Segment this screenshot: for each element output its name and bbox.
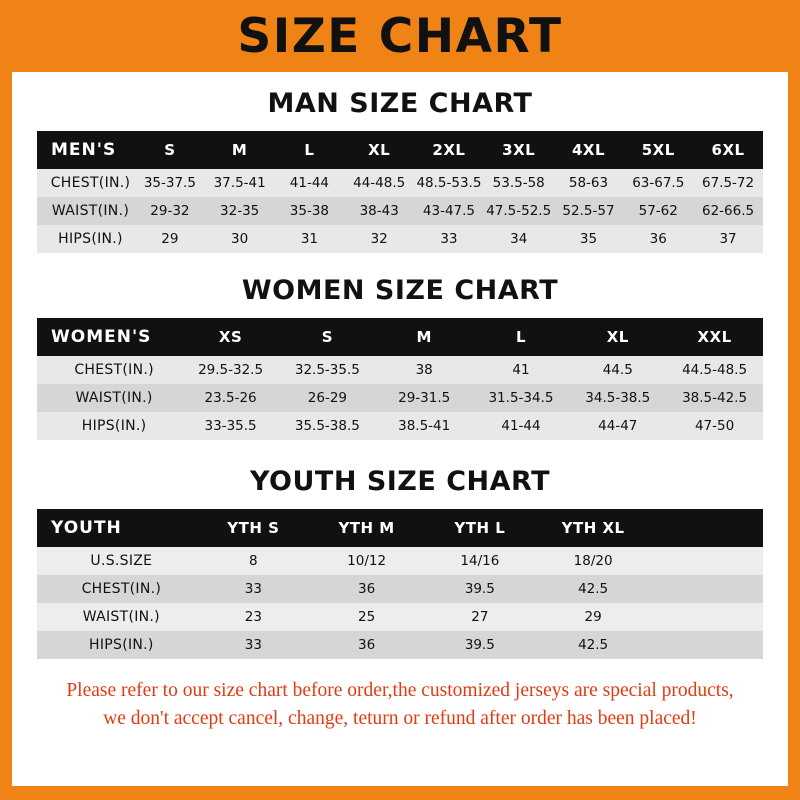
table-cell: 26-29: [307, 390, 347, 406]
table-cell: 32: [370, 231, 388, 247]
column-header: YOUTH: [51, 518, 122, 538]
table-cell: 43-47.5: [422, 203, 475, 219]
table-cell: 32-35: [220, 203, 260, 219]
table-cell: 39.5: [464, 581, 495, 597]
table-cell: 33: [244, 637, 262, 653]
table-cell-spacer: [650, 575, 763, 603]
column-header: XXL: [697, 328, 732, 346]
table-cell: 37: [719, 231, 737, 247]
row-label: CHEST(IN.): [81, 581, 162, 597]
column-header: M: [231, 141, 248, 159]
table-cell: 57-62: [638, 203, 678, 219]
table-row: [37, 197, 763, 225]
column-header: XS: [218, 328, 243, 346]
table-cell: 47-50: [694, 418, 735, 434]
table-cell: 31.5-34.5: [488, 390, 554, 406]
table-row: [37, 603, 763, 631]
column-header: YTH M: [338, 519, 395, 537]
table-cell: 27: [471, 609, 489, 625]
table-cell: 10/12: [347, 553, 387, 569]
youth-size-section: [12, 466, 788, 659]
youth-section-title: YOUTH SIZE CHART: [249, 466, 551, 497]
column-header: YTH S: [227, 519, 280, 537]
table-cell: 44.5-48.5: [682, 362, 748, 378]
row-label: U.S.SIZE: [90, 553, 153, 569]
table-cell: 38-43: [359, 203, 399, 219]
table-cell: 44-48.5: [353, 175, 406, 191]
table-cell: 44-47: [598, 418, 638, 434]
note-line-2: we don't accept cancel, change, teturn or refund after order has been placed!: [103, 708, 697, 730]
women-size-table: [37, 318, 763, 440]
table-cell: 47.5-52.5: [486, 203, 552, 219]
table-cell: 58-63: [568, 175, 609, 191]
table-cell: 33-35.5: [204, 418, 257, 434]
row-label: CHEST(IN.): [74, 362, 154, 378]
row-label: WAIST(IN.): [82, 609, 160, 625]
page-title: SIZE CHART: [237, 8, 563, 64]
man-size-table: [37, 131, 763, 253]
table-cell: 44.5: [602, 362, 633, 378]
row-label: CHEST(IN.): [50, 175, 131, 191]
column-header: 2XL: [432, 141, 466, 159]
table-cell: 42.5: [578, 637, 609, 653]
table-row: [37, 412, 763, 440]
column-header: WOMEN'S: [51, 327, 152, 347]
bottom-accent-bar: [0, 786, 800, 800]
column-header: S: [321, 328, 334, 346]
column-header: L: [515, 328, 526, 346]
table-cell: 29-31.5: [398, 390, 451, 406]
table-cell: 23.5-26: [204, 390, 257, 406]
table-cell: 37.5-41: [213, 175, 266, 191]
row-label: HIPS(IN.): [58, 231, 123, 247]
table-cell: 38: [415, 362, 433, 378]
table-cell: 25: [358, 609, 376, 625]
row-label: HIPS(IN.): [89, 637, 154, 653]
table-cell: 42.5: [578, 581, 609, 597]
table-cell: 23: [244, 609, 262, 625]
column-header: XL: [368, 141, 391, 159]
note-line-1: Please refer to our size chart before order,the customized jerseys are special products,: [66, 680, 734, 701]
table-row: [37, 575, 763, 603]
table-cell: 63-67.5: [632, 175, 685, 191]
column-header: 3XL: [502, 141, 536, 159]
table-cell-spacer: [650, 631, 763, 659]
table-row: [37, 225, 763, 253]
order-policy-note: [12, 677, 788, 734]
table-cell: 30: [231, 231, 249, 247]
column-header: 4XL: [571, 141, 605, 159]
column-header: L: [304, 141, 315, 159]
table-row: [37, 384, 763, 412]
table-cell: 33: [244, 581, 262, 597]
column-header: 5XL: [641, 141, 675, 159]
table-cell: 29.5-32.5: [198, 362, 264, 378]
table-cell: 33: [440, 231, 458, 247]
column-header: S: [164, 141, 176, 159]
table-cell: 35: [579, 231, 598, 247]
table-row: [37, 631, 763, 659]
man-size-section: [12, 88, 788, 253]
table-cell: 18/20: [573, 553, 613, 569]
table-cell: 38.5-41: [398, 418, 451, 434]
youth-size-table: [37, 509, 763, 659]
women-section-title: WOMEN SIZE CHART: [241, 275, 559, 306]
table-cell-spacer: [650, 603, 763, 631]
table-cell: 53.5-58: [492, 175, 545, 191]
table-cell: 35-38: [289, 203, 330, 219]
table-cell: 36: [358, 581, 376, 597]
table-cell: 41-44: [289, 175, 330, 191]
table-header-row: [37, 318, 763, 356]
row-label: WAIST(IN.): [75, 390, 153, 406]
table-cell: 41-44: [501, 418, 541, 434]
table-cell-spacer: [650, 547, 763, 575]
table-header-row: [37, 131, 763, 169]
table-cell: 39.5: [464, 637, 495, 653]
column-header: M: [416, 328, 432, 346]
table-cell: 36: [358, 637, 376, 653]
table-row: [37, 169, 763, 197]
table-cell: 67.5-72: [702, 175, 755, 191]
table-cell: 35-37.5: [143, 175, 196, 191]
table-cell: 29: [161, 231, 179, 247]
table-cell: 38.5-42.5: [682, 390, 748, 406]
table-cell: 8: [249, 553, 258, 569]
table-cell: 36: [649, 231, 667, 247]
table-cell: 31: [300, 231, 318, 247]
table-cell: 35.5-38.5: [294, 418, 360, 434]
table-cell: 32.5-35.5: [294, 362, 360, 378]
row-label: WAIST(IN.): [51, 203, 130, 219]
table-cell: 52.5-57: [562, 203, 615, 219]
table-cell: 29-32: [150, 203, 190, 219]
table-cell: 34: [510, 231, 528, 247]
column-header: YTH L: [454, 519, 506, 537]
column-header: XL: [606, 328, 629, 346]
table-header-row: [37, 509, 763, 547]
man-section-title: MAN SIZE CHART: [267, 88, 533, 119]
column-header: 6XL: [711, 141, 745, 159]
column-header-spacer: [650, 509, 763, 547]
table-cell: 41: [512, 362, 530, 378]
table-cell: 29: [584, 609, 602, 625]
column-header: MEN'S: [51, 140, 117, 160]
table-cell: 34.5-38.5: [585, 390, 651, 406]
page-banner: [0, 0, 800, 72]
table-row: [37, 356, 763, 384]
table-row: [37, 547, 763, 575]
column-header: YTH XL: [561, 519, 625, 537]
table-cell: 48.5-53.5: [416, 175, 482, 191]
row-label: HIPS(IN.): [81, 418, 147, 434]
women-size-section: [12, 275, 788, 440]
table-cell: 14/16: [460, 553, 500, 569]
table-cell: 62-66.5: [702, 203, 755, 219]
